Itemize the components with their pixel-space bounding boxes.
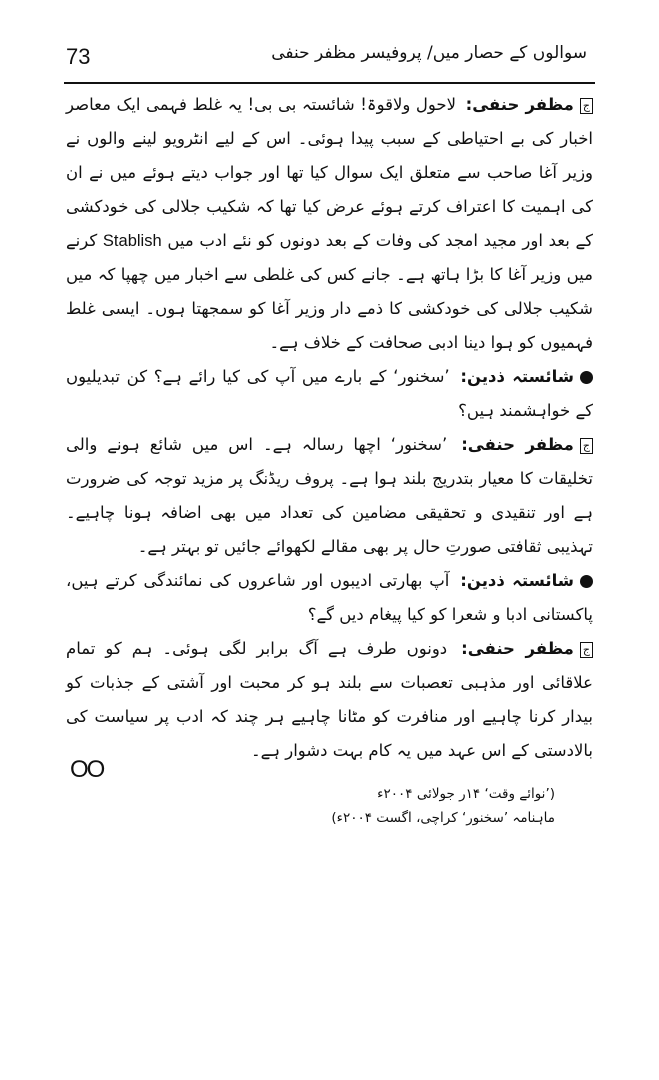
speaker-name: مظفر حنفی:	[465, 95, 574, 114]
question-bullet-icon	[580, 371, 593, 384]
question-paragraph	[66, 360, 593, 428]
header-rule	[64, 82, 595, 84]
answer-text-continued: کرنے میں وزیر آغا کا بڑا ہاتھ ہے۔ جانے کس کی غلطی سے اخبار میں چھپا کہ میں شکیب جلالی کی خودکشی کا ذمے دار وزیر آغا کو سمجھتا ہوں۔ ایسی غلط فہمیوں کو ہوا دینا ادبی صحافت کے خلاف ہے۔	[66, 231, 593, 352]
answer-marker: ج	[580, 642, 593, 658]
question-text: ’سخنور‘ کے بارے میں آپ کی کیا رائے ہے؟ کن تبدیلیوں کے خواہشمند ہیں؟	[66, 367, 593, 420]
question-paragraph	[66, 564, 593, 632]
running-header: سوالوں کے حصار میں/ پروفیسر مظفر حنفی	[271, 43, 587, 63]
answer-paragraph	[66, 428, 593, 564]
answer-marker: ج	[580, 98, 593, 114]
answer-paragraph	[66, 632, 593, 768]
answer-text: ’سخنور‘ اچھا رسالہ ہے۔ اس میں شائع ہونے والی تخلیقات کا معیار بتدریج بلند ہوا ہے۔ پروف ریڈنگ پر مزید توجہ کی ضرورت ہے اور تنقیدی و تحقیقی مضامین کی تعداد میں بھی اضافہ ہونا چاہیے۔ تہذیبی ثقافتی صورتِ حال پر بھی مقالے لکھوائے جائیں تو بہتر ہے۔	[66, 435, 593, 556]
source-line: (’نوائے وقت‘ ۱۴ر جولائی ۲۰۰۴ء	[377, 786, 555, 802]
source-line: ماہنامہ ’سخنور‘ کراچی، اگست ۲۰۰۴ء)	[331, 810, 555, 826]
answer-marker: ج	[580, 438, 593, 454]
question-text: آپ بھارتی ادیبوں اور شاعروں کی نمائندگی کرتے ہیں، پاکستانی ادبا و شعرا کو کیا پیغام دیں گے؟	[66, 571, 593, 624]
end-of-section-mark: OO	[70, 756, 104, 783]
answer-paragraph	[66, 88, 593, 360]
interview-text	[66, 88, 593, 830]
speaker-name: مظفر حنفی:	[461, 639, 574, 658]
answer-text: لاحول ولاقوۃ! شائستہ بی بی! یہ غلط فہمی ایک معاصر اخبار کی بے احتیاطی کے سبب پیدا ہوئی۔ اس کے لیے انٹرویو لینے والوں نے وزیر آغا صاحب سے متعلق ایک سوال کیا تھا اور جواب دیتے ہوئے میں نے ان کی اہمیت کا اعتراف کرتے ہوئے عرض کیا تھا کہ شکیب جلالی کی خودکشی کے بعد اور مجید امجد کی وفات کے بعد دونوں کو نئے ادب میں	[66, 95, 594, 250]
speaker-name: مظفر حنفی:	[461, 435, 574, 454]
source-citation	[66, 782, 555, 830]
question-bullet-icon	[580, 575, 593, 588]
page-number: 73	[66, 44, 91, 69]
answer-text: دونوں طرف ہے آگ برابر لگی ہوئی۔ ہم کو تمام علاقائی اور مذہبی تعصبات سے بلند ہو کر محبت اور آشتی کے جذبات کو بیدار کرنا چاہیے اور منافرت کو مٹانا چاہیے ہر چند کہ ادب پر سیاست کی بالادستی کے اس عہد میں یہ کام بہت دشوار ہے۔	[66, 639, 593, 760]
english-word: Stablish	[102, 232, 162, 250]
speaker-name: شائستہ ذدین:	[460, 367, 575, 386]
speaker-name: شائستہ ذدین:	[460, 571, 574, 590]
